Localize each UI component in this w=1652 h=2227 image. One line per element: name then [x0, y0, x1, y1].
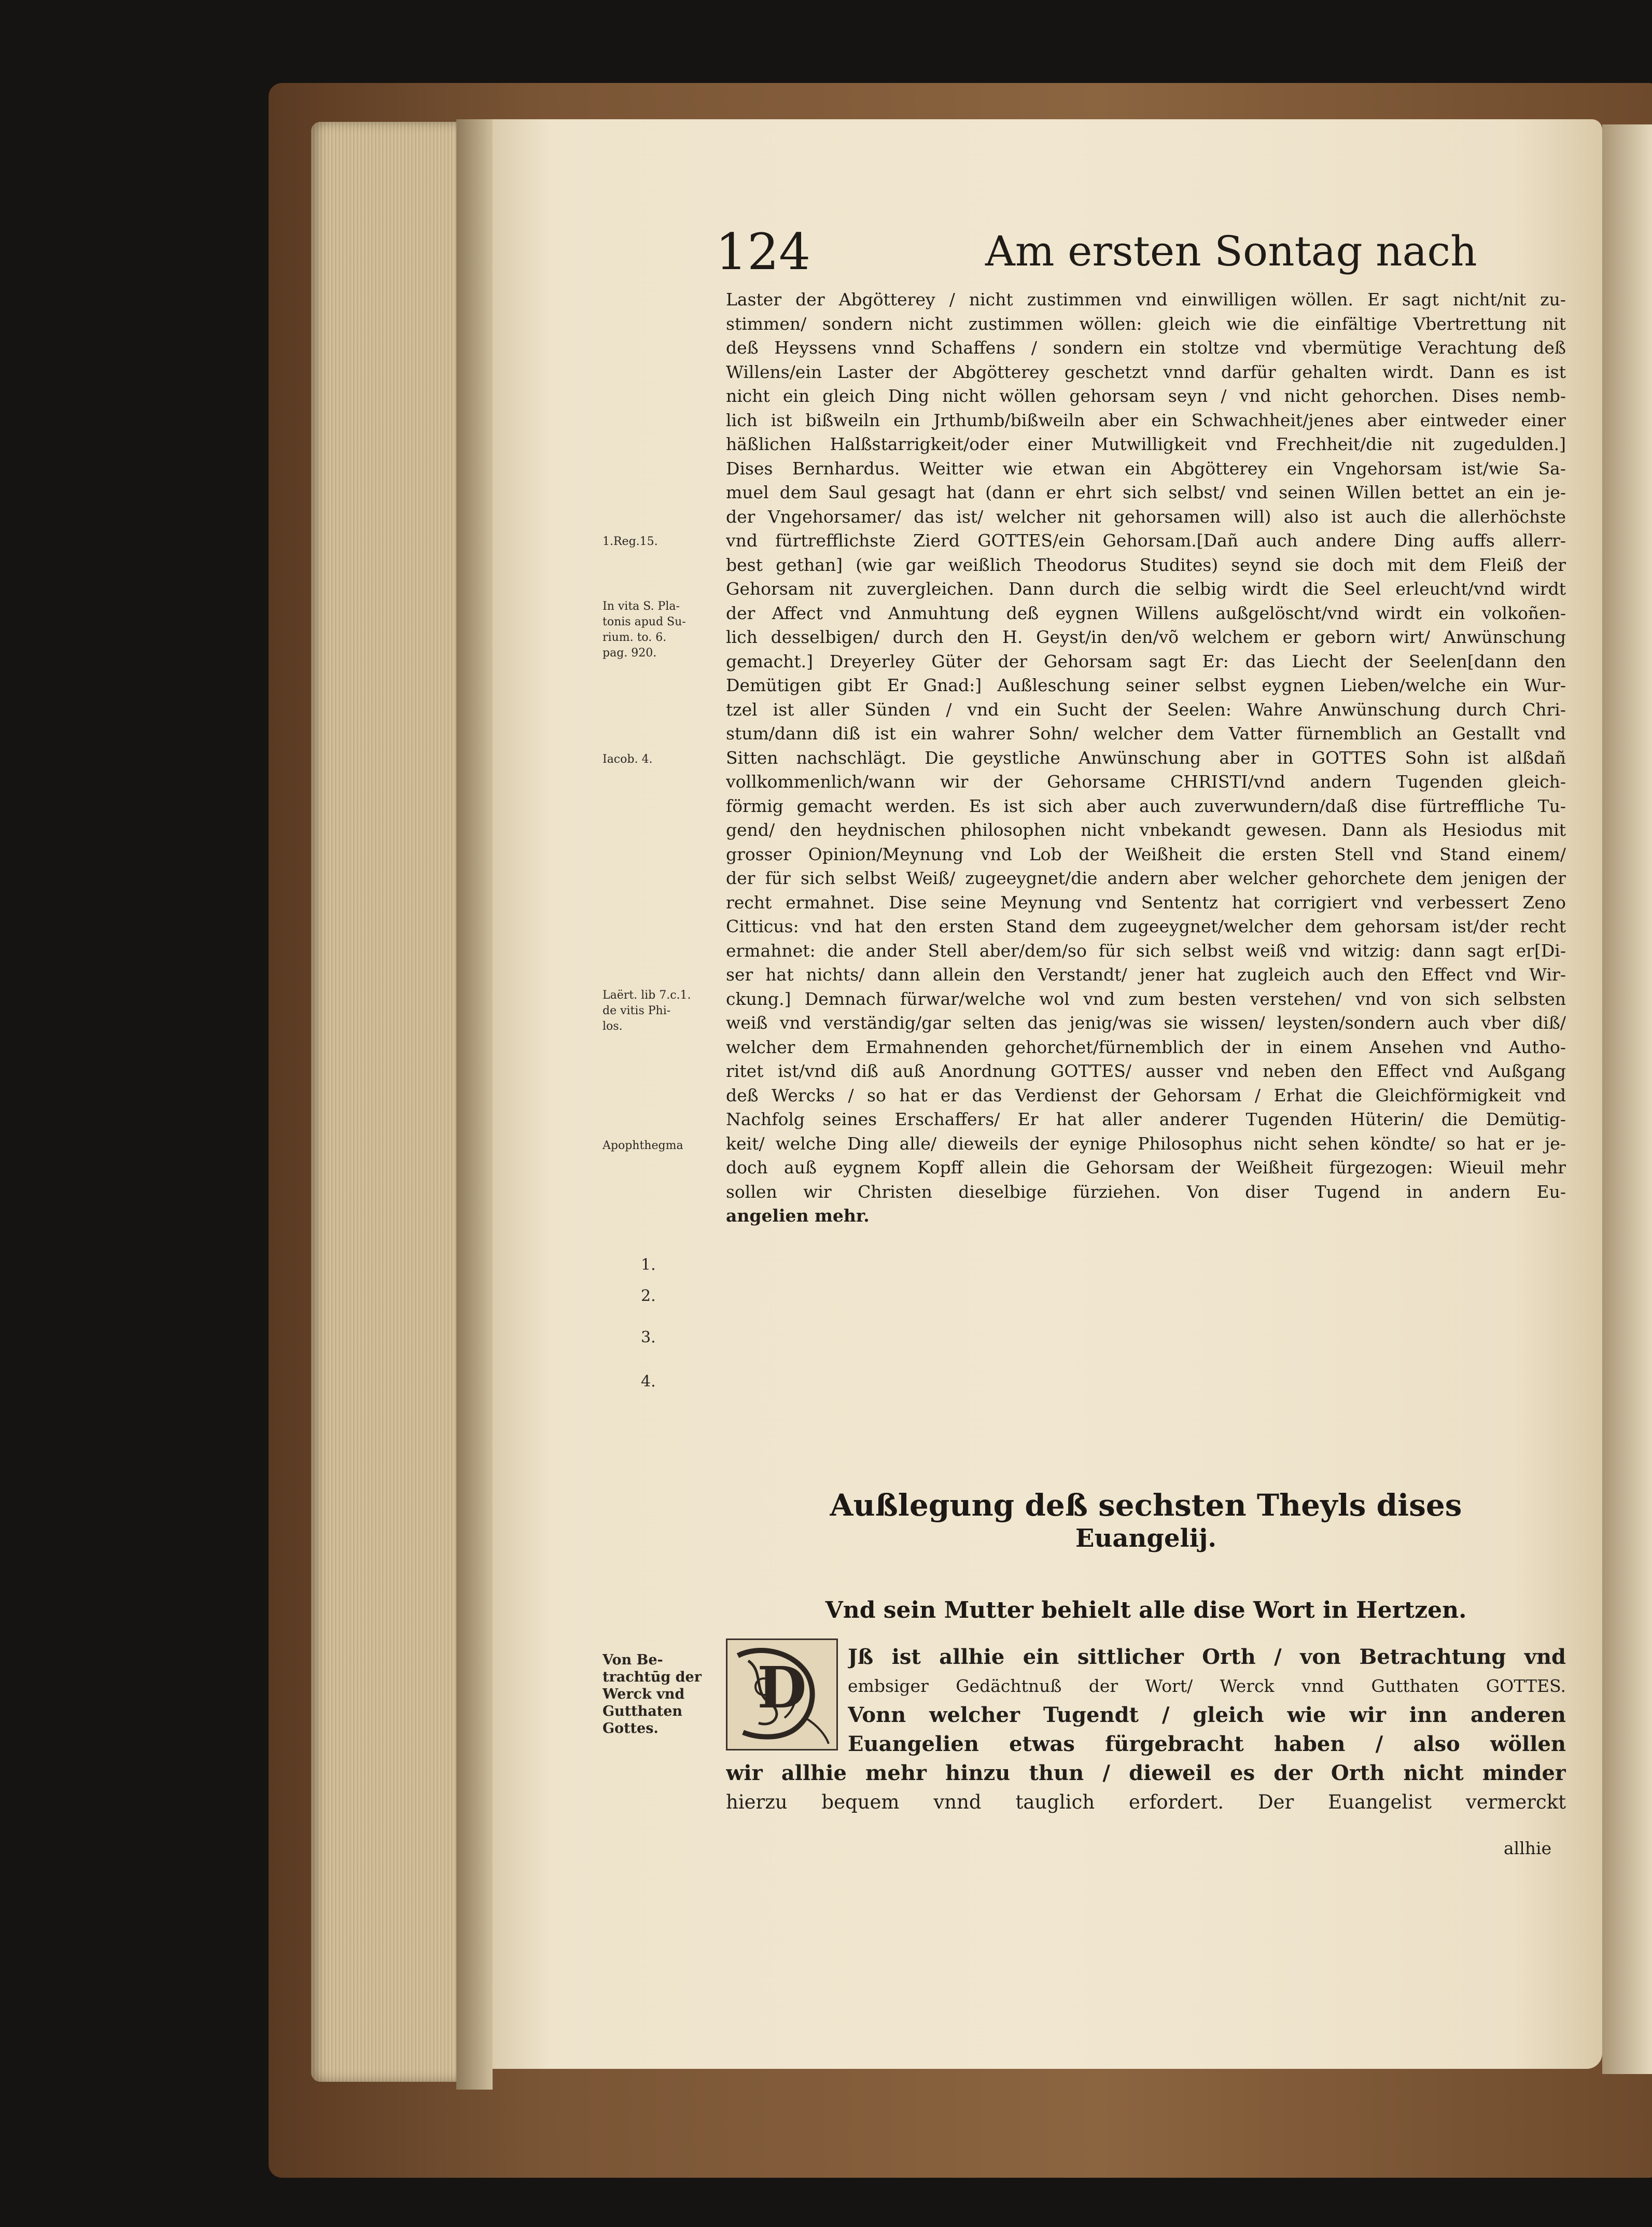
facing-page-edge — [1602, 124, 1652, 2074]
body-line: vollkommenlich/wann wir der Gehorsame CHRISTI/vnd andern Tugenden gleich- — [726, 772, 1566, 792]
body-line: angelien mehr. — [726, 1206, 870, 1226]
body-line: welcher dem Ermahnenden gehorchet/fürnemblich der in einem Ansehen vnd Autho- — [726, 1037, 1566, 1057]
body-line: Dises Bernhardus. Weitter wie etwan ein Abgötterey ein Vngehorsam ist/wie Sa- — [726, 458, 1566, 479]
body-line: vnd fürtrefflichste Zierd GOTTES/ein Gehorsam.[Dañ auch andere Ding auffs allerr- — [726, 530, 1566, 551]
body-line: stum/dann diß ist ein wahrer Sohn/ welcher dem Vatter fürnemblich an Gestallt vnd — [726, 723, 1566, 744]
margin-note: Iacob. 4. — [603, 753, 653, 766]
gutter — [456, 119, 493, 2090]
body-line: förmig gemacht werden. Es ist sich aber auch zuverwundern/daß dise fürtreffliche Tu- — [726, 795, 1566, 816]
running-head — [716, 223, 1597, 280]
body-line: doch auß eygnem Kopff allein die Gehorsam der Weißheit fürgezogen: Wieuil mehr — [726, 1157, 1566, 1178]
body-line: der für sich selbst Weiß/ zugeeygnet/die andern aber welcher gehorchete dem jenigen der — [726, 868, 1566, 888]
page-number: 124 — [716, 223, 811, 281]
body-line: der Vngehorsamer/ das ist/ welcher nit gehorsamen will) also ist auch die allerhöchste — [726, 506, 1566, 527]
body-line: gend/ den heydnischen philosophen nicht vnbekandt gewesen. Dann als Hesiodus mit — [726, 820, 1566, 840]
margin-note: 1.Reg.15. — [603, 535, 658, 548]
body-line: embsiger Gedächtnuß der Wort/ Werck vnnd Gutthaten GOTTES. — [848, 1676, 1566, 1696]
initial-letter: D — [757, 1654, 807, 1721]
body-line: hierzu bequem vnnd tauglich erfordert. Der Euangelist vermerckt — [726, 1791, 1566, 1813]
margin-note: Laërt. lib 7.c.1. de vitis Phi- los. — [603, 989, 691, 1033]
body-line: Euangelien etwas fürgebracht haben / also wöllen — [848, 1732, 1566, 1756]
body-line: häßlichen Halßstarrigkeit/oder einer Mutwilligkeit vnd Frechheit/die nit zugedulden.] — [726, 434, 1566, 454]
body-line: Nachfolg seines Erschaffers/ Er hat aller anderer Tugenden Hüterin/ die Demütig- — [726, 1109, 1566, 1129]
body-line: muel dem Saul gesagt hat (dann er ehrt sich selbst/ vnd seinen Willen bettet an ein je- — [726, 482, 1566, 502]
body-line: lich desselbigen/ durch den H. Geyst/in den/võ welchem er geborn wirt/ Anwünschung — [726, 627, 1566, 647]
body-line: weiß vnd verständig/gar selten das jenig/was sie wissen/ leysten/sondern auch vber diß/ — [726, 1013, 1566, 1033]
body-line: lich ist bißweiln ein Jrthumb/bißweiln aber ein Schwachheit/jenes aber eintweder einer — [726, 410, 1566, 430]
body-line: deß Heyssens vnnd Schaffens / sondern ein stoltze vnd vbermütige Verachtung deß — [726, 338, 1566, 358]
page-edges — [311, 122, 477, 2082]
body-line: recht ermahnet. Dise seine Meynung vnd Sententz hat corrigiert vnd verbessert Zeno — [726, 892, 1566, 913]
section-heading — [726, 1488, 1566, 1554]
body-line: ser hat nichts/ dann allein den Verstandt/ jener hat zugleich auch den Effect vnd Wir- — [726, 964, 1566, 985]
body-line: Demütigen gibt Er Gnad:] Außleschung seiner selbst eygnen Lieben/welche ein Wur- — [726, 675, 1566, 695]
body-line: Vonn welcher Tugendt / gleich wie wir inn anderen — [848, 1703, 1566, 1727]
body-line: nicht ein gleich Ding nicht wöllen gehorsam seyn / vnd nicht gehorchen. Dises nemb- — [726, 386, 1566, 406]
body-line: stimmen/ sondern nicht zustimmen wöllen: gleich wie die einfältige Vbertrettung nit — [726, 313, 1566, 334]
body-text — [726, 288, 1566, 1228]
body-line: ritet ist/vnd diß auß Anordnung GOTTES/ ausser vnd neben den Effect vnd Außgang — [726, 1061, 1566, 1081]
body-line: best gethan] (wie gar weißlich Theodorus Studites) seynd sie doch mit dem Fleiß der — [726, 554, 1566, 575]
margin-note: 2. — [641, 1287, 656, 1305]
running-head-title: Am ersten Sontag nach — [985, 227, 1477, 275]
body-line: ckung.] Demnach fürwar/welche wol vnd zum besten verstehen/ vnd von sich selbsten — [726, 988, 1566, 1009]
decorated-initial-art — [727, 1640, 836, 1749]
closing-paragraph — [848, 1643, 1566, 1759]
margin-note: 3. — [641, 1328, 656, 1347]
body-line: Citticus: vnd hat den ersten Stand dem zugeeygnet/welcher dem gehorsam ist/der recht — [726, 916, 1566, 936]
catchword: allhie — [1504, 1838, 1552, 1858]
body-line: Gehorsam nit zuvergleichen. Dann durch die selbig wirdt die Seel erleucht/vnd wirdt — [726, 579, 1566, 599]
body-line: Willens/ein Laster der Abgötterey geschetzt vnnd darfür gehalten wirdt. Dann es ist — [726, 361, 1566, 382]
decorated-initial — [726, 1638, 838, 1750]
margin-note: Von Be- trachtūg der Werck vnd Gutthaten Gottes. — [603, 1652, 702, 1736]
body-line: wir allhie mehr hinzu thun / dieweil es der Orth nicht minder — [726, 1761, 1566, 1785]
body-line: Jß ist allhie ein sittlicher Orth / von Betrachtung vnd — [848, 1645, 1566, 1669]
margin-note: 1. — [641, 1256, 656, 1274]
margin-note: Apophthegma — [603, 1139, 683, 1152]
body-line: keit/ welche Ding alle/ dieweils der eynige Philosophus nicht sehen köndte/ so hat er je- — [726, 1133, 1566, 1154]
scripture-verse: Vnd sein Mutter behielt alle dise Wort in Hertzen. — [825, 1597, 1467, 1623]
section-heading-line: Euangelij. — [1075, 1524, 1217, 1553]
body-line: deß Wercks / so hat er das Verdienst der Gehorsam / Erhat die Gleichförmigkeit vnd — [726, 1085, 1566, 1105]
body-line: grosser Opinion/Meynung vnd Lob der Weißheit die ersten Stell vnd Stand einem/ — [726, 844, 1566, 864]
margin-note: 4. — [641, 1372, 656, 1391]
closing-paragraph-cont — [726, 1759, 1566, 1817]
body-line: tzel ist aller Sünden / vnd ein Sucht der Seelen: Wahre Anwünschung durch Chri- — [726, 699, 1566, 720]
body-line: sollen wir Christen dieselbige fürziehen. Von diser Tugend in andern Eu- — [726, 1181, 1566, 1202]
body-line: ermahnet: die ander Stell aber/dem/so für sich selbst weiß vnd witzig: dann sagt er[Di- — [726, 940, 1566, 961]
body-line: der Affect vnd Anmuhtung deß eygnen Willens außgelöscht/vnd wirdt ein volkoñen- — [726, 603, 1566, 623]
margin-note: In vita S. Pla- tonis apud Su- rium. to. 6. pag. 920. — [603, 600, 686, 660]
section-heading-line: Außlegung deß sechsten Theyls dises — [830, 1488, 1462, 1523]
body-line: gemacht.] Dreyerley Güter der Gehorsam sagt Er: das Liecht der Seelen[dann den — [726, 651, 1566, 671]
body-line: Laster der Abgötterey / nicht zustimmen vnd einwilligen wöllen. Er sagt nicht/nit zu- — [726, 289, 1566, 310]
body-line: Sitten nachschlägt. Die geystliche Anwünschung aber in GOTTES Sohn ist alßdañ — [726, 747, 1566, 768]
